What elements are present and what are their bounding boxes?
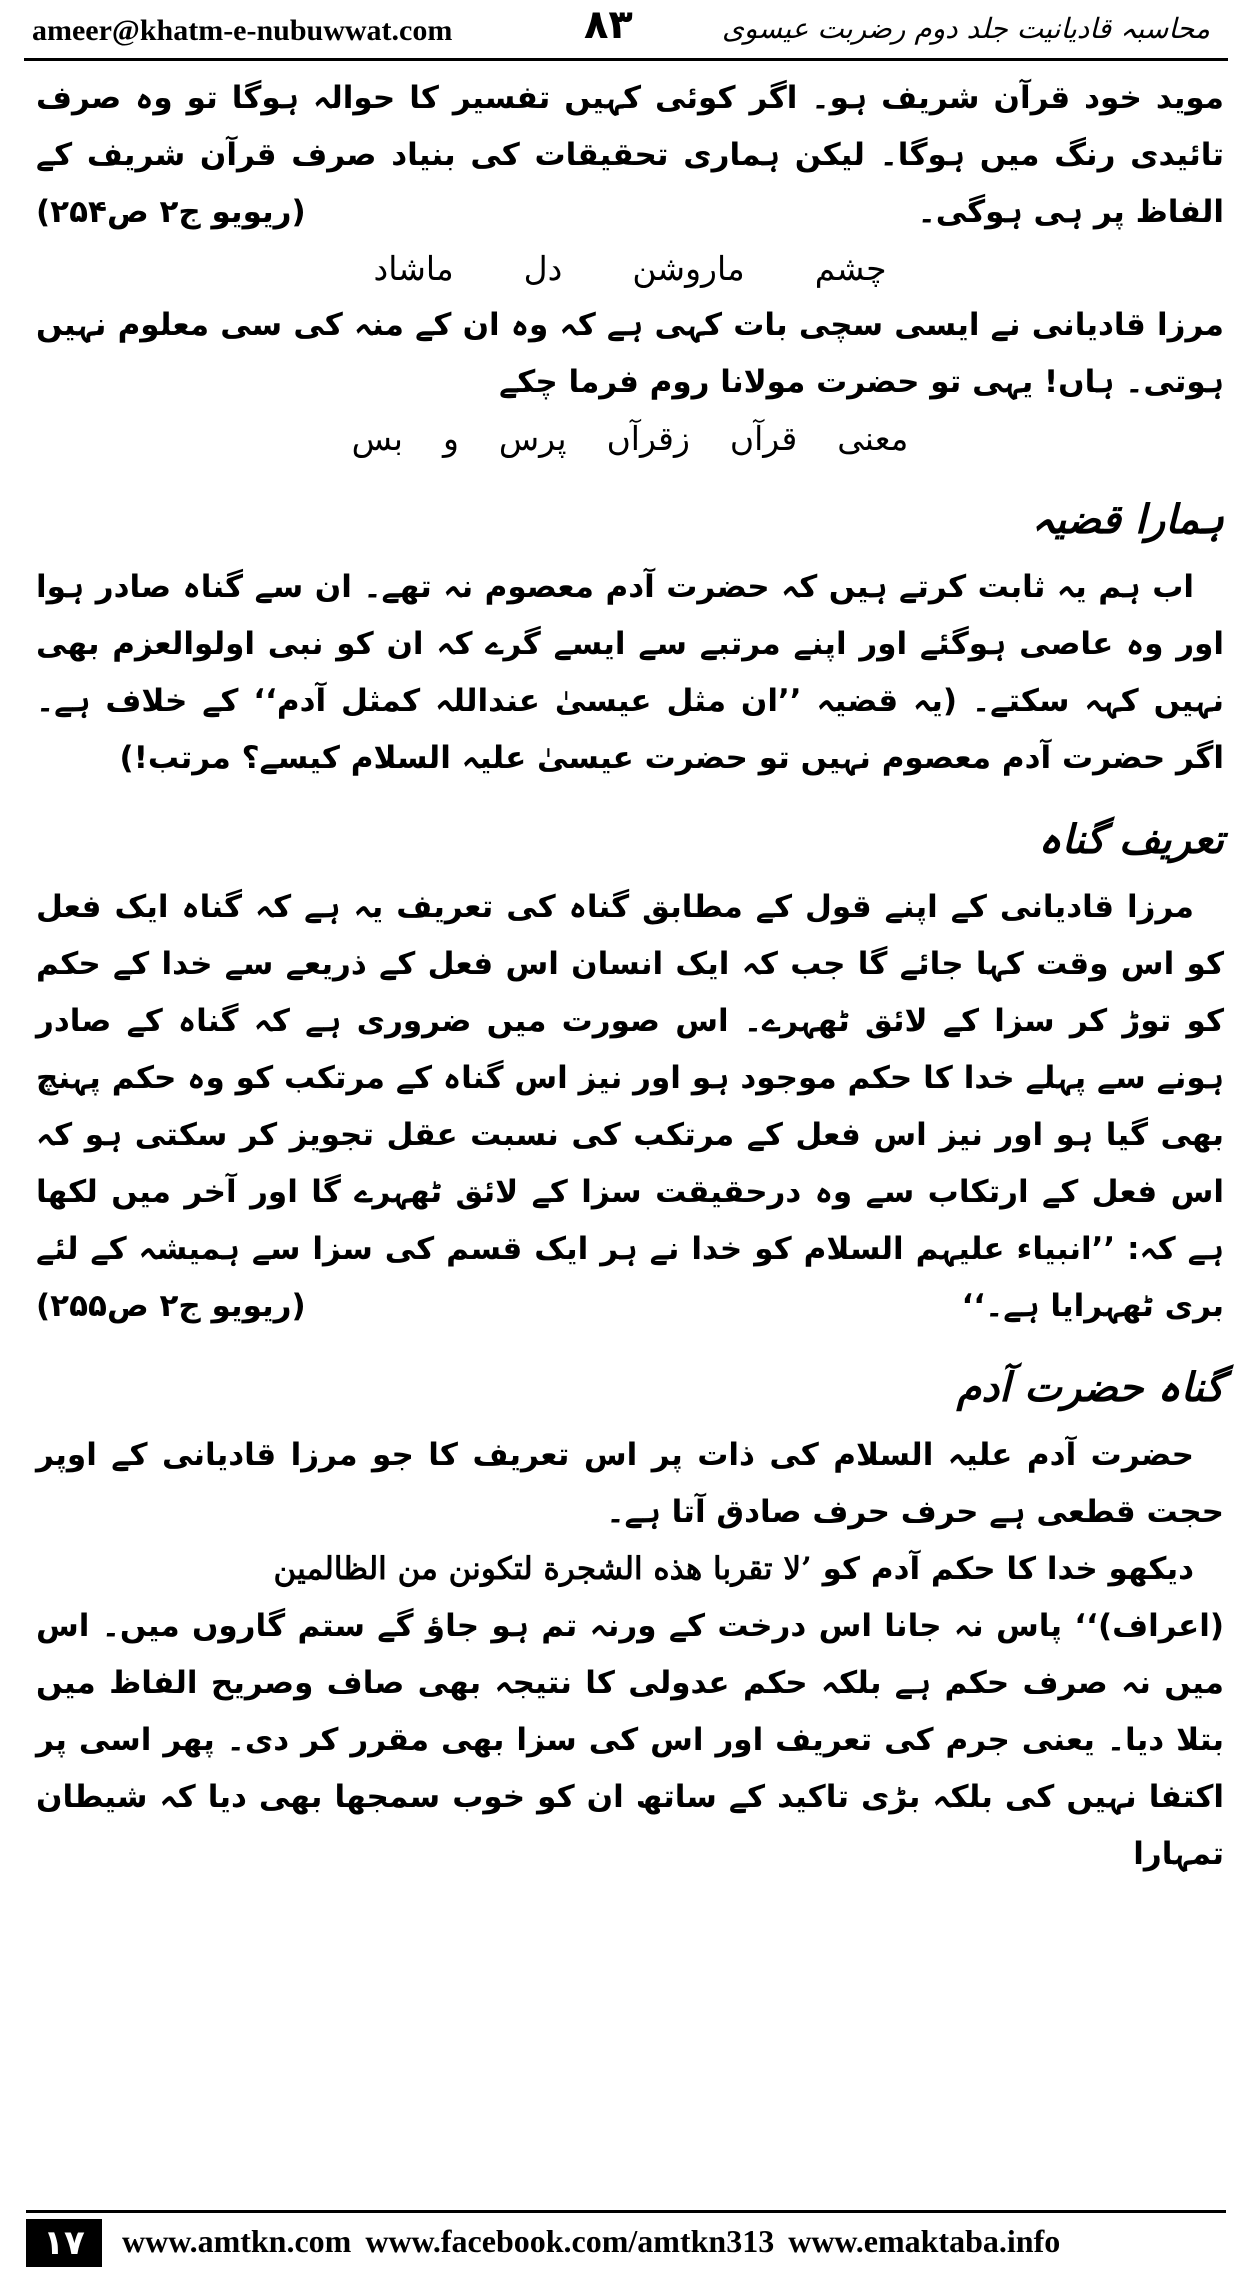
verse-2-word: قرآں [729,419,798,458]
verse-2-word: پرس [498,419,567,458]
paragraph-4 [36,879,1224,1335]
verse-2-word: و [442,419,459,458]
verse-2-word: زقرآں [606,419,690,458]
verse-1-word: ماشاد [373,249,454,288]
footer-box-number: ۱۷ [26,2219,102,2267]
page-footer [26,2210,1226,2271]
header-email: ameer@khatm-e-nubuwwat.com [32,14,453,47]
verse-1-word: ماروشن [632,249,745,288]
paragraph-2: مرزا قادیانی نے ایسی سچی بات کہی ہے کہ وہ ان کے منہ کی سی معلوم نہیں ہوتی۔ ہاں! یہی تو حضرت مولانا روم فرما چکے [36,307,1224,400]
verse-1-word: چشم [814,249,887,288]
verse-1-word: دل [523,249,563,288]
quranic-verse: ’لا تقربا هذه الشجرة لتكونن من الظالمين [273,1551,812,1587]
reference-2: (ریویو ج۲ ص۲۵۵) [36,1288,306,1324]
section-heading-1: ہمارا قضیہ [1031,497,1224,543]
paragraph-5: حضرت آدم علیہ السلام کی ذات پر اس تعریف کا جو مرزا قادیانی کے اوپر حجت قطعی ہے حرف حرف صادق آتا ہے۔ [36,1437,1224,1530]
header-book-title: محاسبہ قادیانیت جلد دوم رضربت عیسوی [721,12,1210,45]
paragraph-6 [36,1541,1224,1598]
section-heading-3: گناہ حضرت آدم [956,1365,1224,1411]
page-header [24,2,1228,54]
verse-1 [36,241,1224,297]
verse-2-word: معنی [837,419,909,458]
paragraph-1-text: موید خود قرآن شریف ہو۔ اگر کوئی کہیں تفسیر کا حوالہ ہوگا تو وہ صرف تائیدی رنگ میں ہوگا۔ لیکن ہماری تحقیقات کی بنیاد صرف قرآن شریف کے الفاظ پر ہی ہوگی۔ [36,80,1224,230]
verse-2 [36,411,1224,467]
paragraph-6-lead: دیکھو خدا کا حکم آدم کو [822,1551,1194,1587]
section-heading-2: تعریف گناہ [1038,817,1224,863]
paragraph-7: (اعراف)‘‘ پاس نہ جانا اس درخت کے ورنہ تم ہو جاؤ گے ستم گاروں میں۔ اس میں نہ صرف حکم ہے بلکہ حکم عدولی کا نتیجہ بھی صاف وصریح الفاظ میں بتلا دیا۔ یعنی جرم کی تعریف اور اس کی سزا بھی مقرر کر دی۔ پھر اسی پر اکتفا نہیں کی بلکہ بڑی تاکید کے ساتھ ان کو خوب سمجھا بھی دیا کہ شیطان تمہارا [36,1608,1224,1872]
reference-1: (ریویو ج۲ ص۲۵۴) [36,194,306,230]
header-divider [24,58,1228,61]
document-body [36,70,1224,1883]
header-page-number: ۸۳ [584,2,633,48]
paragraph-3: اب ہم یہ ثابت کرتے ہیں کہ حضرت آدم معصوم نہ تھے۔ ان سے گناہ صادر ہوا اور وہ عاصی ہوگئے اور اپنے مرتبے سے ایسے گرے کہ ان کو نبی اولوالعزم بھی نہیں کہہ سکتے۔ (یہ قضیہ ’’ان مثل عیسیٰ عنداللہ کمثل آدم‘‘ کے خلاف ہے۔ اگر حضرت آدم معصوم نہیں تو حضرت عیسیٰ علیہ السلام کیسے؟ مرتب!) [36,569,1224,776]
paragraph-4-text: مرزا قادیانی کے اپنے قول کے مطابق گناہ کی تعریف یہ ہے کہ گناہ ایک فعل کو اس وقت کہا جائے گا جب کہ ایک انسان اس فعل کے ذریعے سے خدا کے حکم کو توڑ کر سزا کے لائق ٹھہرے۔ اس صورت میں ضروری ہے کہ گناہ کے صادر ہونے سے پہلے خدا کا حکم موجود ہو اور نیز اس گناہ کے مرتکب کو وہ حکم پہنچ بھی گیا ہو اور نیز اس فعل کے مرتکب کی نسبت عقل تجویز کر سکتی ہو کہ اس فعل کے ارتکاب سے وہ درحقیقت سزا کے لائق ٹھہرے گا اور آخر میں لکھا ہے کہ: ’’انبیاء علیہم السلام کو خدا نے ہر ایک قسم کی سزا سے ہمیشہ کے لئے بری ٹھہرایا ہے۔‘‘ [36,889,1224,1324]
paragraph-1 [36,70,1224,241]
footer-links: www.amtkn.com www.facebook.com/amtkn313 www.emaktaba.info [122,2223,1061,2259]
verse-2-word: بس [351,419,403,458]
